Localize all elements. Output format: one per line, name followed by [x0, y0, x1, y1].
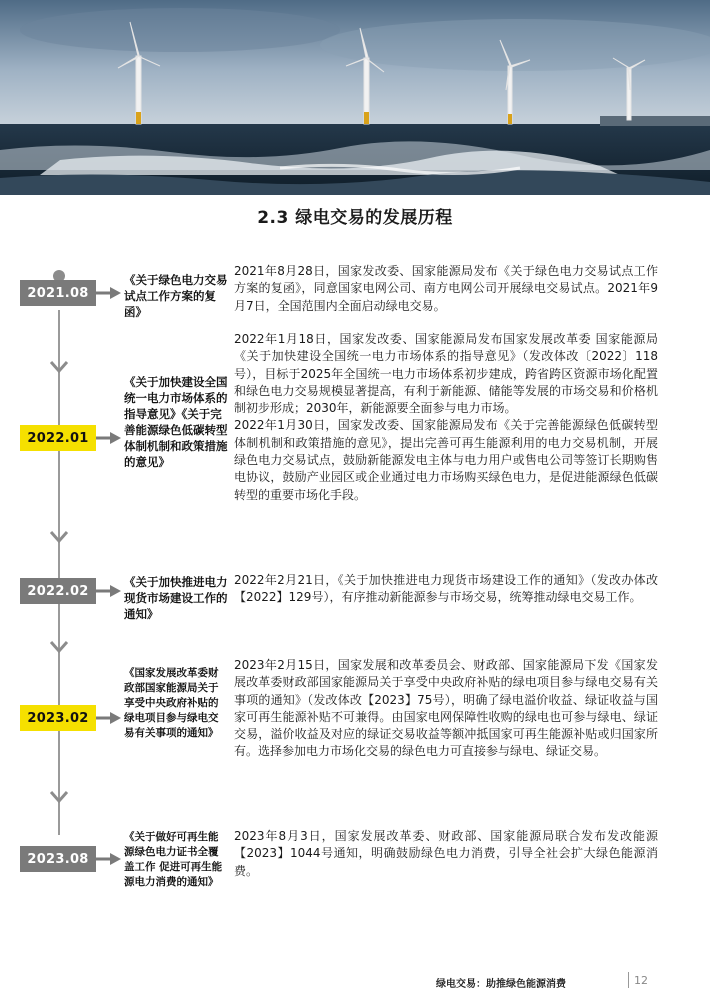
policy-title: 《关于绿色电力交易试点工作方案的复函》 — [124, 273, 228, 319]
description-paragraph: 2022年1月30日，国家发改委、国家能源局发布《关于完善能源绿色低碳转型体制机制和政策措施的意见》，提出完善可再生能源利用的电力交易机制，开展绿色电力交易试点，鼓励新能源发电主体与电力用户或售电公司等签订长期购售电协议，鼓励产业园区或企业通过电力市场购买绿色电力，是促进能源绿色低碳转型的重要市场化手段。 — [234, 418, 658, 502]
page-number: 12 — [634, 974, 648, 987]
arrow-right-icon — [96, 584, 122, 598]
policy-title: 《国家发展改革委财政部国家能源局关于享受中央政府补贴的绿电项目参与绿电交易有关事项的通知》 — [124, 667, 219, 739]
policy-description — [234, 657, 658, 761]
description-paragraph: 2023年8月3日，国家发展改革委、财政部、国家能源局联合发布发改能源【2023】1044号通知，明确鼓励绿色电力消费，引导全社会扩大绿色能源消费。 — [234, 829, 658, 878]
timeline-date-badge: 2022.02 — [20, 578, 96, 604]
footer-label: 绿电交易：助推绿色能源消费 — [436, 979, 566, 990]
hero-image — [0, 0, 710, 195]
policy-title: 《关于做好可再生能源绿色电力证书全覆盖工作 促进可再生能源电力消费的通知》 — [124, 831, 223, 888]
description-paragraph: 2022年2月21日，《关于加快推进电力现货市场建设工作的通知》（发改办体改【2022】129号），有序推动新能源参与市场交易，统筹推动绿电交易工作。 — [234, 573, 658, 605]
policy-description — [234, 331, 658, 504]
footer-divider — [628, 972, 629, 988]
policy-description — [234, 572, 658, 607]
timeline-date-badge: 2022.01 — [20, 425, 96, 451]
arrow-right-icon — [96, 711, 122, 725]
description-paragraph: 2022年1月18日，国家发改委、国家能源局发布国家发展改革委 国家能源局《关于加快建设全国统一电力市场体系的指导意见》（发改体改〔2022〕118号），目标于2025年全国统一电力市场体系初步建成，跨省跨区资源市场化配置和绿色电力交易规模显著提高，有利于新能源、储能等发展的市场交易和价格机制初步形成；2030年，新能源要全面参与电力市场。 — [234, 332, 658, 416]
policy-title: 《关于加快推进电力现货市场建设工作的通知》 — [124, 575, 228, 621]
arrow-right-icon — [96, 286, 122, 300]
chevron-down-icon — [50, 640, 68, 654]
arrow-right-icon — [96, 431, 122, 445]
timeline-date-badge: 2023.08 — [20, 846, 96, 872]
timeline-date-badge: 2023.02 — [20, 705, 96, 731]
timeline-line — [58, 310, 60, 835]
policy-description — [234, 263, 658, 315]
policy-title: 《关于加快建设全国统一电力市场体系的指导意见》《关于完善能源绿色低碳转型体制机制和政策措施的意见》 — [124, 375, 228, 469]
description-paragraph: 2021年8月28日，国家发改委、国家能源局发布《关于绿色电力交易试点工作方案的复函》，同意国家电网公司、南方电网公司开展绿电交易试点。2021年9月7日，全国范围内全面启动绿电交易。 — [234, 264, 658, 313]
chevron-down-icon — [50, 360, 68, 374]
description-paragraph: 2023年2月15日，国家发展和改革委员会、财政部、国家能源局下发《国家发展改革委财政部国家能源局关于享受中央政府补贴的绿电项目参与绿电交易有关事项的通知》（发改体改【2023】75号），明确了绿电溢价收益、绿证收益与国家可再生能源补贴不可兼得。由国家电网保障性收购的绿电也可参与绿电、绿证交易，溢价收益及对应的绿证交易收益等额冲抵国家可再生能源补贴或归国家所有。选择参加电力市场化交易的绿色电力可直接参与绿电、绿证交易。 — [234, 658, 658, 759]
policy-description — [234, 828, 658, 880]
section-title: 2.3 绿电交易的发展历程 — [257, 208, 453, 228]
chevron-down-icon — [50, 790, 68, 804]
arrow-right-icon — [96, 852, 122, 866]
chevron-down-icon — [50, 530, 68, 544]
timeline-date-badge: 2021.08 — [20, 280, 96, 306]
